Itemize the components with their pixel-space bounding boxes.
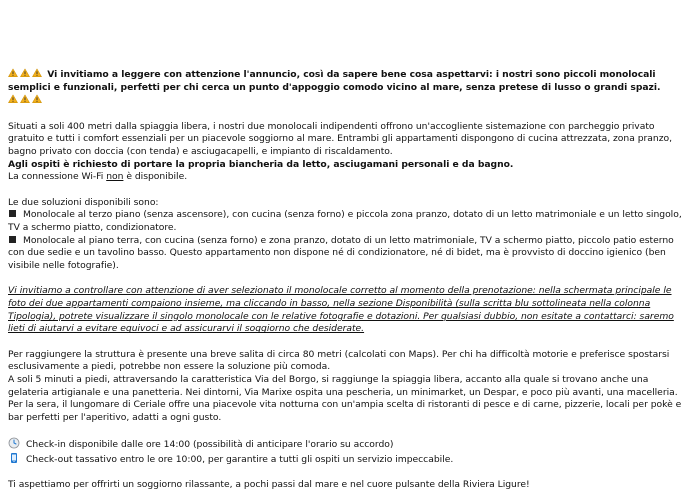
booking-notice-text: Vi invitiamo a controllare con attenzione di aver selezionato il monolocale corretto al momento della prenotazione: nella schermata principale le foto dei due appartamenti compaiono insieme, ma cliccando in basso, nella sezione Disponibilità (sulla scritta blu sottolineata nella colonna Tipologia), potrete visualizzare il singolo monolocale con le relative fotografie e dotazioni. Per qualsiasi dubbio, non esitate a contattarci: saremo lieti di aiutarvi a evitare equivoci e ad assicurarvi il soggiorno che desiderate.	[8, 285, 674, 335]
warning-icon	[20, 94, 30, 104]
warning-icon	[8, 68, 18, 78]
intro-text: Vi invitiamo a leggere con attenzione l'annuncio, così da sapere bene cosa aspettarvi: i nostri sono piccoli monolocali semplici e funzionali, perfetti per chi cerca un punto d'appoggio comodo vicino al mare, senza pretese di lusso o grandi spazi.	[8, 69, 661, 93]
intro-paragraph	[8, 68, 690, 108]
checkin-section	[8, 437, 690, 466]
surroundings-text: A soli 5 minuti a piedi, attraversando la caratteristica Via del Borgo, si raggiunge la spiaggia libera, accanto alla quale si trovano anche una gelateria artigianale e una panetteria. Nei dintorni, Via Marixe ospita una pescheria, un minimarket, un Despar, e poco più avanti, una macelleria. Per la sera, il lungomare di Ceriale offre una piacevole vita notturna con un'ampia scelta di ristoranti di pesce e di carne, pizzerie, locali per pokè e bar perfetti per l'aperitivo, adatti a ogni gusto.	[8, 374, 682, 424]
closing-text: Ti aspettiamo per offrirti un soggiorno rilassante, a pochi passi dal mare e nel cuore pulsante della Riviera Ligure!	[8, 479, 530, 491]
phone-icon	[8, 452, 20, 464]
bedding-notice: Agli ospiti è richiesto di portare la propria biancheria da letto, asciugamani personali e da bagno.	[8, 158, 514, 170]
solutions-section	[8, 197, 690, 273]
warning-icons-end	[8, 95, 44, 106]
square-bullet-icon	[9, 236, 16, 243]
checkout-line: Check-out tassativo entro le ore 10:00, per garantire a tutti gli ospiti un servizio impeccabile.	[8, 452, 690, 467]
solutions-heading: Le due soluzioni disponibili sono:	[8, 196, 159, 208]
access-text: Per raggiungere la struttura è presente una breve salita di circa 80 metri (calcolati con Maps). Per chi ha difficoltà motorie e preferisce spostarsi esclusivamente a piedi, potrebbe non essere la soluzione più comoda.	[8, 348, 670, 373]
warning-icon	[20, 68, 30, 78]
warning-icon	[32, 68, 42, 78]
warning-icon	[32, 94, 42, 104]
booking-notice	[8, 285, 690, 336]
square-bullet-icon	[9, 210, 16, 217]
wifi-non-underlined: non	[106, 171, 124, 183]
closing-section	[8, 479, 690, 492]
wifi-note: La connessione Wi-Fi non è disponibile.	[8, 171, 188, 183]
solution-item: Monolocale al piano terra, con cucina (senza forno) e zona pranzo, dotato di un letto matrimoniale, TV a schermo piatto, piccolo patio esterno con due sedie e un tavolino basso. Questo appartamento non dispone né di condizionatore, né di bidet, ma è provvisto di doccino igienico (ben visibile nelle fotografie).	[8, 234, 674, 272]
checkin-line: Check-in disponibile dalle ore 14:00 (possibilità di anticipare l'orario su accordo)	[8, 437, 690, 452]
solution-item: Monolocale al terzo piano (senza ascensore), con cucina (senza forno) e piccola zona pranzo, dotato di un letto matrimoniale e un letto singolo, TV a schermo piatto, condizionatore.	[8, 209, 682, 234]
warning-icon	[8, 94, 18, 104]
location-paragraph	[8, 121, 690, 185]
access-section	[8, 349, 690, 425]
warning-icons-start	[8, 69, 47, 80]
clock-icon	[8, 437, 20, 449]
location-text: Situati a soli 400 metri dalla spiaggia libera, i nostri due monolocali indipendenti offrono un'accogliente sistemazione con parcheggio privato gratuito e tutti i comfort essenziali per un piacevole soggiorno al mare. Entrambi gli appartamenti dispongono di cucina attrezzata, zona pranzo, bagno privato con doccia (con tenda) e asciugacapelli, e impianto di riscaldamento.	[8, 120, 673, 158]
